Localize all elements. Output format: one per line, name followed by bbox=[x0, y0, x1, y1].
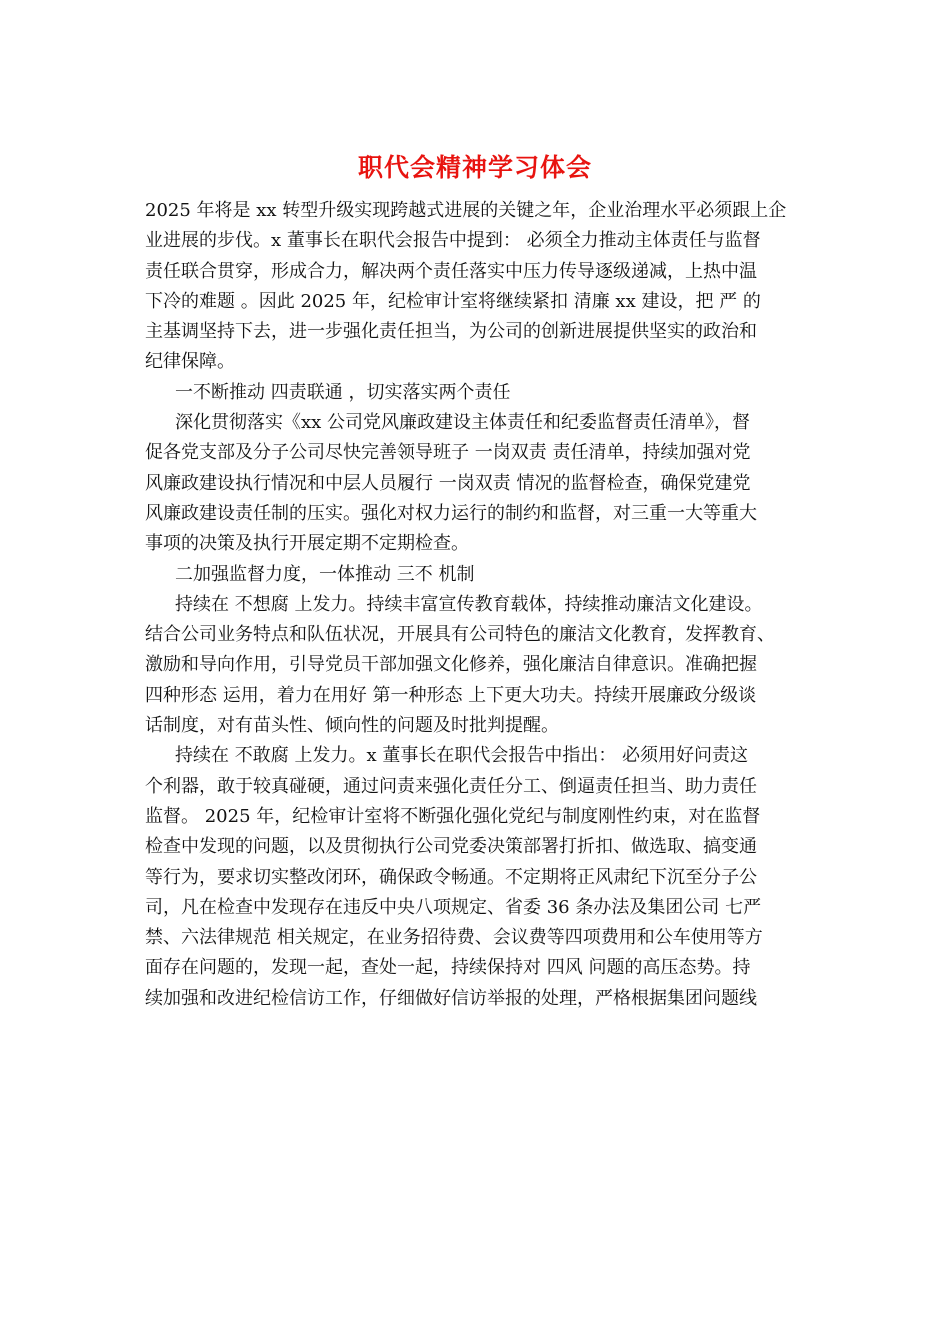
body-line: 业进展的步伐。x 董事长在职代会报告中提到： 必须全力推动主体责任与监督 bbox=[145, 230, 761, 252]
body-line: 主基调坚持下去，进一步强化责任担当，为公司的创新进展提供坚实的政治和 bbox=[145, 321, 757, 343]
document-title: 职代会精神学习体会 bbox=[357, 153, 592, 182]
body-line: 激励和导向作用，引导党员干部加强文化修养，强化廉洁自律意识。准确把握 bbox=[145, 654, 757, 676]
body-line: 面存在问题的，发现一起，查处一起，持续保持对 四风 问题的高压态势。持 bbox=[145, 957, 751, 979]
body-line: 禁、六法律规范 相关规定，在业务招待费、会议费等四项费用和公车使用等方 bbox=[145, 927, 763, 949]
body-line: 持续在 不想腐 上发力。持续丰富宣传教育载体，持续推动廉洁文化建设。 bbox=[175, 593, 763, 615]
body-line: 一不断推动 四责联通 ，切实落实两个责任 bbox=[175, 381, 511, 403]
body-line: 事项的决策及执行开展定期不定期检查。 bbox=[145, 533, 469, 555]
body-line: 话制度，对有苗头性、倾向性的问题及时批判提醒。 bbox=[145, 715, 559, 737]
body-line: 下冷的难题 。因此 2025 年，纪检审计室将继续紧扣 清廉 xx 建设，把 严 的 bbox=[145, 290, 761, 312]
body-line: 纪律保障。 bbox=[145, 351, 235, 373]
body-line: 监督。 2025 年，纪检审计室将不断强化强化党纪与制度刚性约束，对在监督 bbox=[145, 805, 761, 827]
body-line: 检查中发现的问题，以及贯彻执行公司党委决策部署打折扣、做选取、搞变通 bbox=[145, 836, 757, 858]
body-line: 四种形态 运用，着力在用好 第一种形态 上下更大功夫。持续开展廉政分级谈 bbox=[145, 684, 757, 706]
body-line: 风廉政建设责任制的压实。强化对权力运行的制约和监督，对三重一大等重大 bbox=[145, 502, 757, 524]
body-line: 二加强监督力度，一体推动 三不 机制 bbox=[175, 563, 475, 585]
body-line: 结合公司业务特点和队伍状况，开展具有公司特色的廉洁文化教育，发挥教育、 bbox=[145, 624, 775, 646]
body-line: 等行为，要求切实整改闭环，确保政令畅通。不定期将正风肃纪下沉至分子公 bbox=[145, 866, 757, 888]
body-line: 2025 年将是 xx 转型升级实现跨越式进展的关键之年，企业治理水平必须跟上企 bbox=[145, 200, 787, 221]
body-line: 司，凡在检查中发现存在违反中央八项规定、省委 36 条办法及集团公司 七严 bbox=[145, 896, 762, 918]
body-line: 责任联合贯穿，形成合力，解决两个责任落实中压力传导逐级递减，上热中温 bbox=[145, 260, 757, 282]
body-line: 续加强和改进纪检信访工作，仔细做好信访举报的处理，严格根据集团问题线 bbox=[145, 987, 757, 1009]
body-line: 持续在 不敢腐 上发力。x 董事长在职代会报告中指出： 必须用好问责这 bbox=[175, 745, 749, 767]
body-line: 促各党支部及分子公司尽快完善领导班子 一岗双责 责任清单，持续加强对党 bbox=[145, 442, 751, 464]
body-line: 个利器，敢于较真碰硬，通过问责来强化责任分工、倒逼责任担当、助力责任 bbox=[145, 775, 757, 797]
body-line: 深化贯彻落实《xx 公司党风廉政建设主体责任和纪委监督责任清单》，督 bbox=[175, 412, 751, 434]
document-body bbox=[145, 196, 807, 1014]
body-line: 风廉政建设执行情况和中层人员履行 一岗双责 情况的监督检查，确保党建党 bbox=[145, 472, 751, 494]
